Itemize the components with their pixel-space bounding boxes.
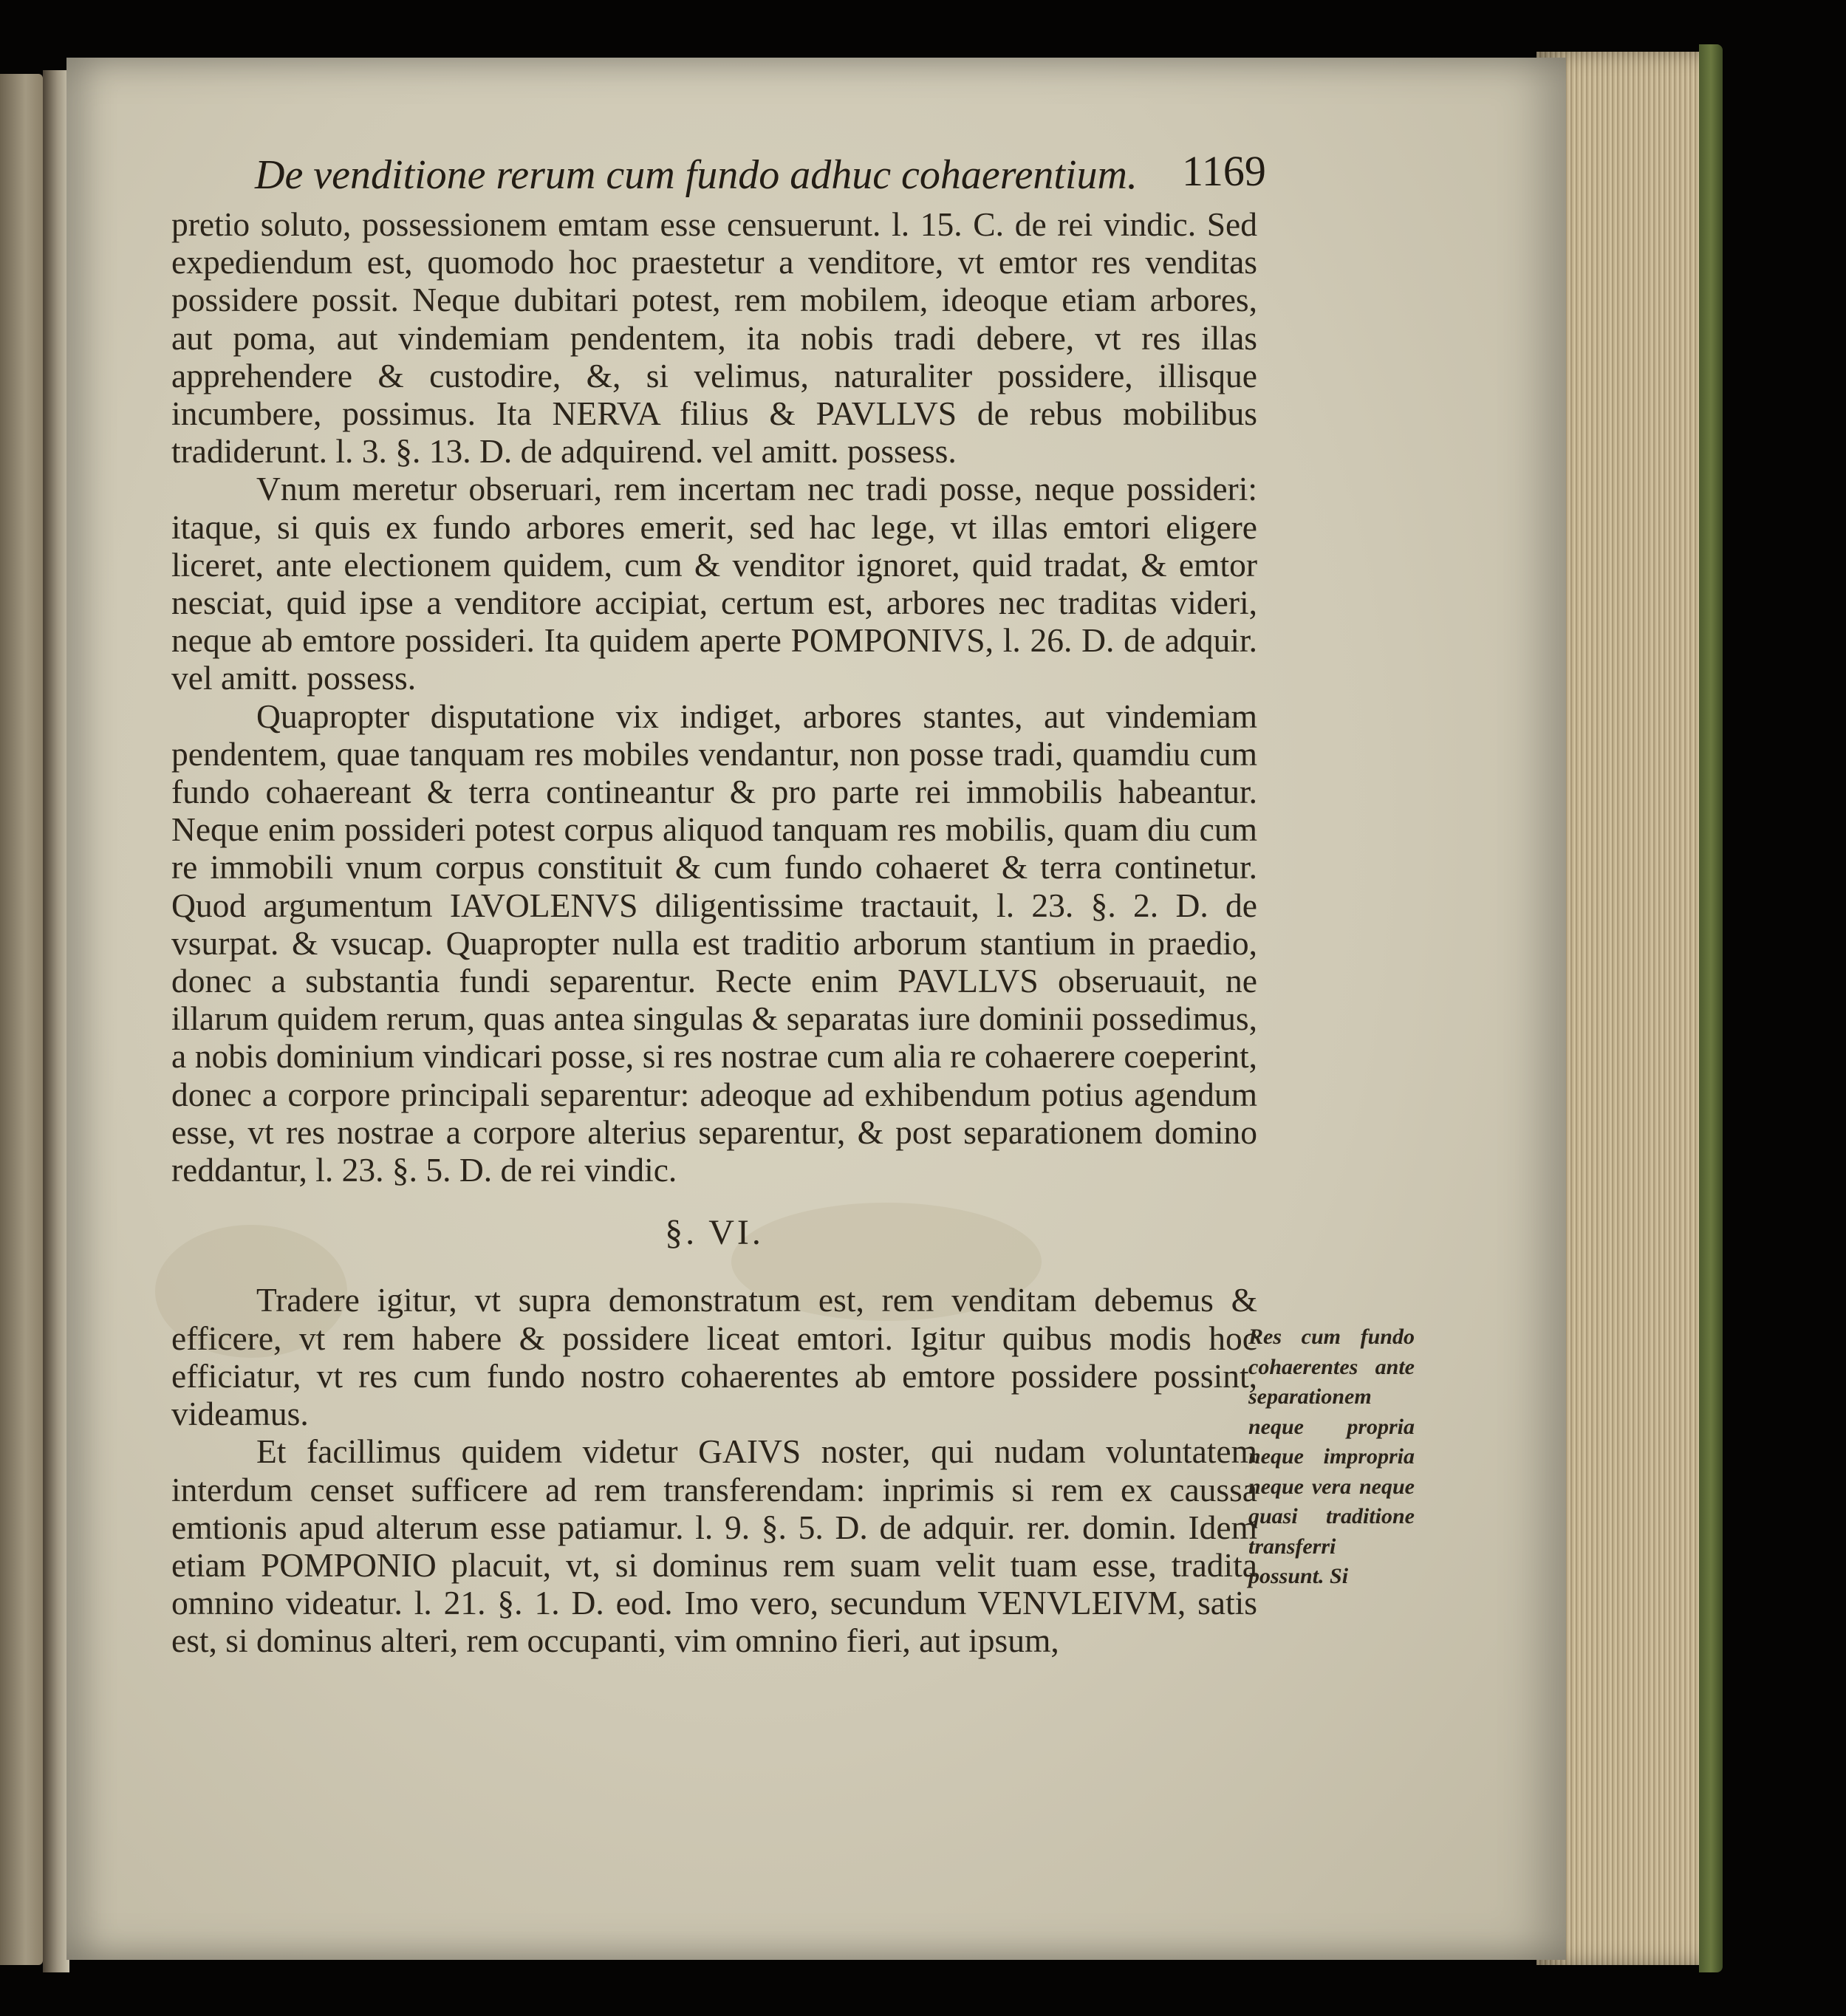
page-number: 1169 (1182, 147, 1266, 195)
section-heading: §. VI. (665, 1213, 764, 1253)
paragraph: pretio soluto, possessionem emtam esse censuerunt. l. 15. C. de rei vindic. Sed expediendum est, quomodo hoc praestetur a venditore, vt emtor res venditas possidere possit. Neque dubitari potest, rem mobilem, ideoque etiam arbores, aut poma, aut vindemiam pendentem, ita nobis tradi debere, vt res illas apprehendere & custodire, &, si velimus, naturaliter possidere, illisque incumbere, possimus. Ita NERVA filius & PAVLLVS de rebus mobilibus tradiderunt. l. 3. §. 13. D. de adquirend. vel amitt. possess. (171, 205, 1257, 471)
paragraph: Quapropter disputatione vix indiget, arbores stantes, aut vindemiam pendentem, quae tanquam res mobiles vendantur, non posse tradi, quamdiu cum fundo cohaereant & terra contineantur & pro parte rei immobilis habeantur. Neque enim possideri potest corpus aliquod tanquam res mobilis, quam diu cum re immobili vnum corpus constituit & cum fundo cohaeret & terra continetur. Quod argumentum IAVOLENVS diligentissime tractauit, l. 23. §. 2. D. de vsurpat. & vsucap. Quapropter nulla est traditio arborum stantium in praedio, donec a substantia fundi separentur. Recte enim PAVLLVS obseruauit, ne illarum quidem rerum, quas antea singulas & separatas iure dominii possedimus, a nobis dominium vindicari posse, si res nostrae cum alia re cohaerere coeperint, donec a corpore principali separentur: adeoque ad exhibendum potius agendum esse, vt res nostrae a corpore alterius separentur, & post separationem domino reddantur, l. 23. §. 5. D. de rei vindic. (171, 697, 1257, 1189)
paragraph: Et facillimus quidem videtur GAIVS noster, qui nudam voluntatem interdum censet sufficere ad rem transferendam: inprimis si rem ex caussa emtionis apud alterum esse patiamur. l. 9. §. 5. D. de adquir. rer. domin. Idem etiam POMPONIO placuit, vt, si dominus rem suam velit tuam esse, tradita omnino videatur. l. 21. §. 1. D. eod. Imo vero, secundum VENVLEIVM, satis est, si dominus alteri, rem occupanti, vim omnino fieri, aut ipsum, (171, 1432, 1257, 1660)
running-title: De venditione rerum cum fundo adhuc cohaerentium. (255, 152, 1138, 198)
marginal-note: Res cum fundo cohaerentes ante separationem neque propria neque impropria neque vera neque quasi traditione transferri possunt. Si (1248, 1325, 1415, 1588)
book-gutter (43, 70, 69, 1972)
main-text (171, 205, 1257, 1660)
paragraph: Vnum meretur obseruari, rem incertam nec tradi posse, neque possideri: itaque, si quis ex fundo arbores emerit, sed hac lege, vt illas emtori eligere liceret, ante electionem quidem, cum & venditor ignoret, quid tradat, & emtor nesciat, quid ipse a venditore accipiat, certum est, arbores nec traditas videri, neque ab emtore possideri. Ita quidem aperte POMPONIVS, l. 26. D. de adquir. vel amitt. possess. (171, 470, 1257, 697)
book-cover-edge (1699, 44, 1723, 1972)
facing-page-edge (0, 74, 43, 1965)
paragraph: Tradere igitur, vt supra demonstratum est, rem venditam debemus & efficere, vt rem habere & possidere liceat emtori. Igitur quibus modis hoc efficiatur, vt res cum fundo nostro cohaerentes ab emtore possidere possint, videamus. (171, 1281, 1257, 1433)
